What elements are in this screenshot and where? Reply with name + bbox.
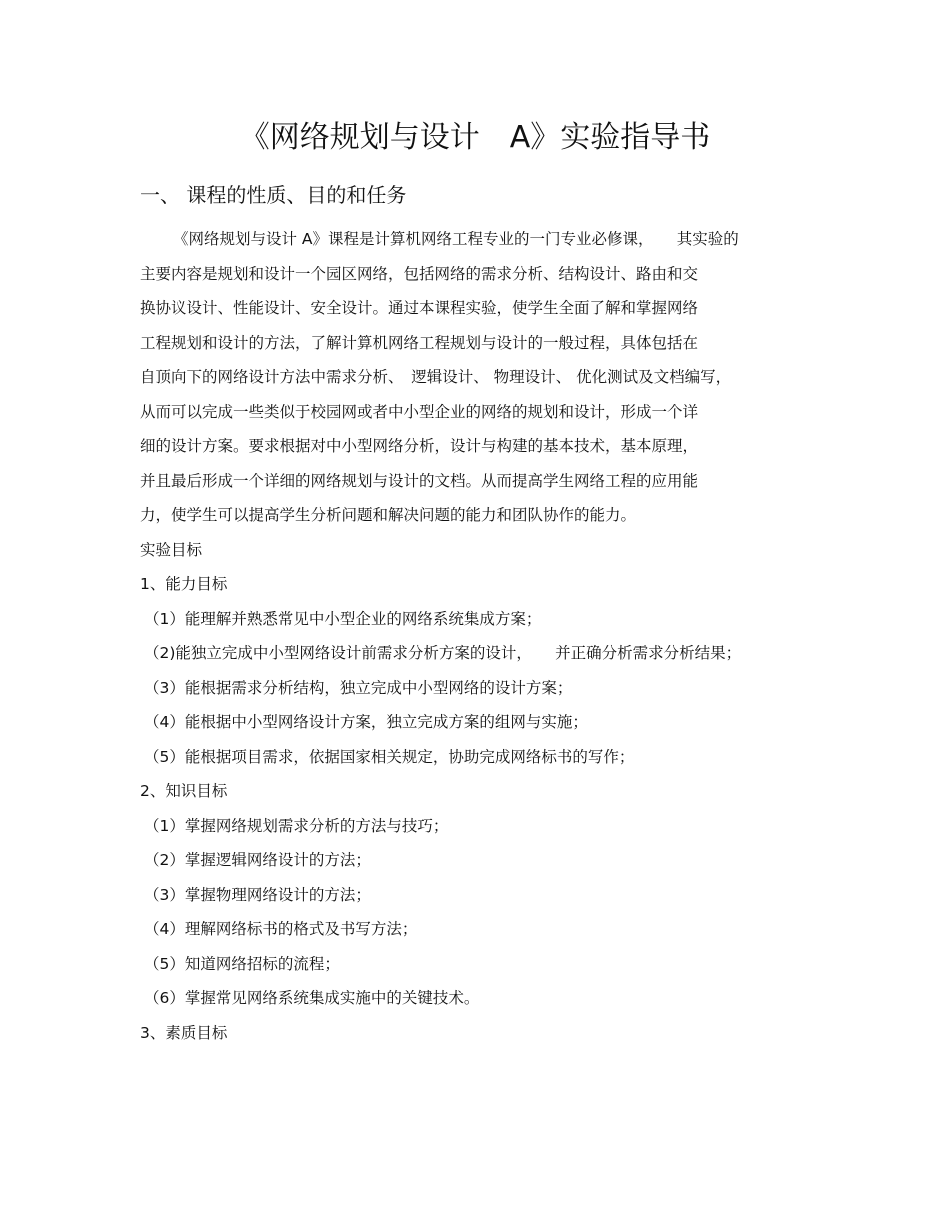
paragraph-line: 细的设计方案。要求根据对中小型网络分析，设计与构建的基本技术，基本原理， — [140, 437, 699, 455]
paragraph-line: 换协议设计、性能设计、安全设计。通过本课程实验，使学生全面了解和掌握网络 — [140, 299, 699, 317]
knowledge-heading: 2、知识目标 — [140, 782, 228, 800]
knowledge-item: （5）知道网络招标的流程； — [144, 954, 340, 973]
paragraph-line: 自顶向下的网络设计方法中需求分析、 逻辑设计、 物理设计、 优化测试及文档编写， — [140, 368, 732, 386]
ability-item: （1）能理解并熟悉常见中小型企业的网络系统集成方案； — [144, 609, 542, 628]
paragraph-line: 并且最后形成一个详细的网络规划与设计的文档。从而提高学生网络工程的应用能 — [140, 471, 699, 490]
paragraph-line: 主要内容是规划和设计一个园区网络，包括网络的需求分析、结构设计、路由和交 — [140, 264, 699, 283]
ability-heading: 1、能力目标 — [140, 575, 228, 593]
ability-item: （3）能根据需求分析结构，独立完成中小型网络的设计方案； — [144, 678, 573, 697]
knowledge-item: （2）掌握逻辑网络设计的方法； — [144, 851, 371, 869]
section-body — [140, 222, 840, 1050]
paragraph-line: 《网络规划与设计 A》课程是计算机网络工程专业的一门专业必修课， 其实验的 — [173, 230, 739, 248]
document-title: 《网络规划与设计 A》实验指导书 — [239, 120, 711, 155]
paragraph-line: 从而可以完成一些类似于校园网或者中小型企业的网络的规划和设计，形成一个详 — [140, 402, 699, 421]
paragraph-line: 工程规划和设计的方法，了解计算机网络工程规划与设计的一般过程，具体包括在 — [140, 333, 699, 352]
knowledge-item: （4）理解网络标书的格式及书写方法； — [144, 920, 418, 938]
objectives-label: 实验目标 — [140, 540, 203, 559]
knowledge-item: （3）掌握物理网络设计的方法； — [144, 885, 371, 904]
section-heading: 一、 课程的性质、目的和任务 — [140, 183, 407, 207]
quality-heading: 3、素质目标 — [140, 1023, 228, 1042]
paragraph-line: 力，使学生可以提高学生分析问题和解决问题的能力和团队协作的能力。 — [140, 506, 637, 524]
ability-item: （4）能根据中小型网络设计方案，独立完成方案的组网与实施； — [144, 713, 588, 731]
ability-item: （5）能根据项目需求，依据国家相关规定，协助完成网络标书的写作； — [144, 747, 635, 766]
ability-item: （2)能独立完成中小型网络设计前需求分析方案的设计， 并正确分析需求分析结果； — [144, 644, 742, 662]
knowledge-item: （1）掌握网络规划需求分析的方法与技巧； — [144, 816, 449, 835]
knowledge-item: （6）掌握常见网络系统集成实施中的关键技术。 — [144, 989, 480, 1007]
